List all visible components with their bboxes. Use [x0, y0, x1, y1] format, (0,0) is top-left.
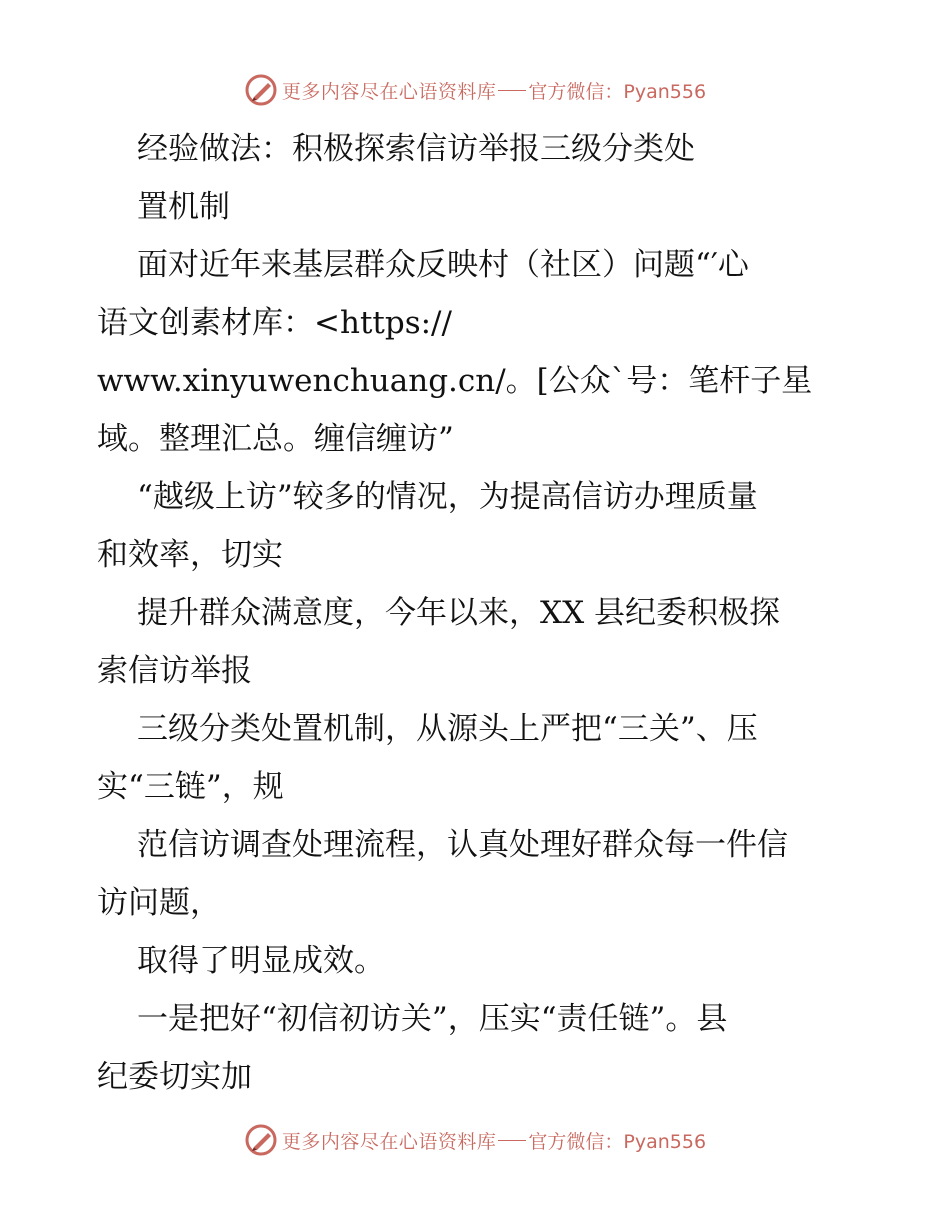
text-line-14: 访问题，: [97, 885, 221, 921]
text-line-11: 三级分类处置机制，从源头上严把“三关”、压: [137, 711, 758, 747]
text-line-1: 经验做法：积极探索信访举报三级分类处: [137, 131, 695, 167]
banner-dash: [498, 1140, 526, 1141]
text-line-13: 范信访调查处理流程，认真处理好群众每一件信: [137, 827, 788, 863]
banner-text: 更多内容尽在心语资料库: [281, 80, 497, 103]
text-line-8: 和效率，切实: [97, 537, 283, 573]
header-watermark-banner: [0, 70, 950, 110]
text-line-9: 提升群众满意度，今年以来，XX 县纪委积极探: [137, 595, 780, 631]
text-line-12: 实“三链”，规: [97, 769, 284, 805]
text-line-2: 置机制: [137, 189, 230, 225]
pen-logo-icon: [244, 73, 278, 107]
text-line-6: 域。整理汇总。缠信缠访”: [97, 421, 454, 457]
banner-wechat: 官方微信：Pyan556: [528, 80, 707, 103]
text-line-5: www.xinyuwenchuang.cn/。[公众`号：笔杆子星: [97, 363, 813, 399]
pen-logo-icon: [244, 1123, 278, 1157]
banner-dash: [498, 90, 526, 91]
text-line-7: “越级上访”较多的情况，为提高信访办理质量: [137, 479, 758, 515]
banner-text: 更多内容尽在心语资料库: [281, 1130, 497, 1153]
text-line-3: 面对近年来基层群众反映村（社区）问题“′心: [137, 247, 749, 283]
text-line-17: 纪委切实加: [97, 1059, 252, 1095]
text-line-4: 语文创素材库：<https://: [97, 305, 452, 341]
text-line-15: 取得了明显成效。: [137, 943, 385, 979]
banner-wechat: 官方微信：Pyan556: [528, 1130, 707, 1153]
footer-watermark-banner: [0, 1120, 950, 1160]
text-line-10: 索信访举报: [97, 653, 252, 689]
text-line-16: 一是把好“初信初访关”，压实“责任链”。县: [137, 1001, 728, 1037]
